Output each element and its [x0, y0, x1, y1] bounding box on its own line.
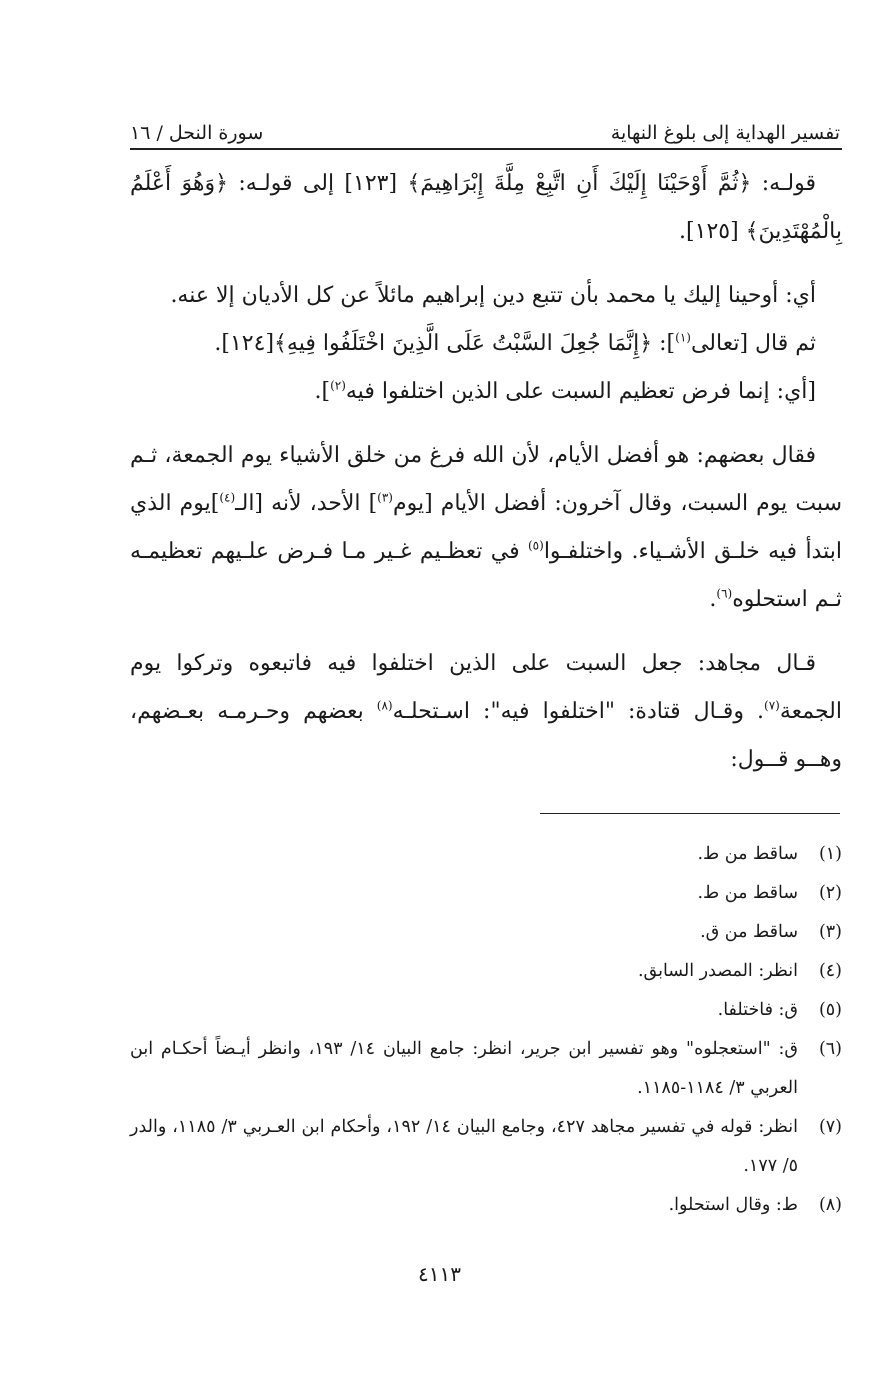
- footnote-number: (٥): [818, 1000, 842, 1020]
- footnote-ref[interactable]: (١): [675, 330, 691, 345]
- paragraph-text: قولـه: ﴿ثُمَّ أَوْحَيْنَا إِلَيْكَ أَنِ اتَّبِعْ مِلَّةَ إِبْرَاهِيمَ﴾ [١٢٣] إلى قولـه: ﴿وَهُوَ أَعْلَمُ بِالْمُهْتَدِينَ﴾ [١٢٥].: [130, 171, 842, 244]
- footnote-rule: [540, 813, 840, 814]
- footnote-text: ساقط من ط.: [697, 883, 798, 903]
- paragraph-verse-124: [130, 320, 842, 368]
- surah-info: سورة النحل / ١٦: [130, 122, 264, 144]
- footnote-text: ق: "استعجلوه" وهو تفسير ابن جرير، انظر: جامع البيان ١٤/ ١٩٣، وانظر أيـضاً أحكـام ابن العربي ٣/ ١١٨٤-١١٨٥.: [130, 1039, 799, 1098]
- footnote-ref[interactable]: (٧): [764, 698, 780, 713]
- paragraph-text: أي: أوحينا إليك يا محمد بأن تتبع دين إبراهيم مائلاً عن كل الأديان إلا عنه.: [170, 283, 816, 308]
- footnote-number: (٢): [818, 883, 842, 903]
- paragraph-text: ]: ﴿إِنَّمَا جُعِلَ السَّبْتُ عَلَى الَّذِينَ اخْتَلَفُوا فِيهِ﴾[١٢٤].: [214, 331, 676, 356]
- footnote-number: (٧): [818, 1117, 842, 1137]
- paragraph-text: . وقـال قتادة: "اختلفوا فيه": اسـتحلـه: [392, 699, 765, 724]
- footnote-text: ساقط من ق.: [700, 922, 798, 942]
- paragraph-text: ] الأحد، لأنه [الـ: [235, 491, 378, 516]
- footnote-text: انظر: المصدر السابق.: [637, 961, 798, 981]
- paragraph-text: فقال بعضهم: هو أفضل الأيام، لأن الله فرغ من خلق الأشياء يوم الجمعة، ثـم سبت يوم السبت، وقال آخرون: أفضل الأيام [يوم: [130, 443, 842, 516]
- footnote: [130, 835, 842, 874]
- page-number: ٤١١٣: [418, 1262, 461, 1286]
- footnote-number: (٦): [818, 1039, 842, 1059]
- footnote-number: (١): [818, 844, 842, 864]
- paragraph-text: قـال مجاهد: جعل السبت على الذين اختلفوا فيه فاتبعوه وتركوا يوم الجمعة: [130, 651, 842, 724]
- paragraph-mujahid: [130, 640, 842, 784]
- paragraph-text: ].: [314, 379, 331, 404]
- running-header: [130, 104, 840, 144]
- paragraph-text: في تعظـيم غـير مـا فـرض علـيهم تعظيمـه ثـم استحلوه: [130, 539, 842, 612]
- footnote-text: ق: فاختلفا.: [717, 1000, 798, 1020]
- paragraph-text: ]يوم الذي ابتدأ فيه خلـق الأشـياء. واختلفـوا: [130, 491, 842, 564]
- footnote-ref[interactable]: (٥): [527, 538, 544, 553]
- footnote-ref[interactable]: (٦): [716, 586, 733, 601]
- footnote-text: ط: وقال استحلوا.: [668, 1195, 798, 1215]
- footnote: [130, 874, 842, 913]
- footnote: [130, 1108, 842, 1186]
- paragraph-verse-quote: [130, 160, 842, 256]
- footnote-number: (٨): [818, 1195, 842, 1215]
- footnote-number: (٣): [818, 922, 842, 942]
- paragraph-text: بعضهم وحـرمـه بعـضهم، وهــو قــول:: [130, 699, 842, 772]
- footnote-ref[interactable]: (٣): [377, 490, 393, 505]
- footnote-number: (٤): [818, 961, 842, 981]
- footnote: [130, 952, 842, 991]
- paragraph-text: .: [709, 587, 717, 612]
- main-text: [130, 160, 842, 784]
- footnote: [130, 913, 842, 952]
- paragraph-days: [130, 432, 842, 624]
- footnote-ref[interactable]: (٨): [376, 698, 393, 713]
- paragraph-text: [أي: إنما فرض تعظيم السبت على الذين اختلفوا فيه: [345, 379, 816, 404]
- paragraph-explanation: [130, 272, 842, 320]
- book-title: تفسير الهداية إلى بلوغ النهاية: [610, 122, 840, 144]
- footnote-text: انظر: قوله في تفسير مجاهد ٤٢٧، وجامع البيان ١٤/ ١٩٢، وأحكام ابن العـربي ٣/ ١١٨٥، والدر ٥/ ١٧٧.: [130, 1117, 798, 1176]
- footnote-text: ساقط من ط.: [697, 844, 798, 864]
- header-rule: [130, 148, 842, 150]
- footnote: [130, 991, 842, 1030]
- paragraph-sabbath: [130, 368, 842, 416]
- footnote: [130, 1186, 842, 1225]
- paragraph-text: ثم قال [تعالى: [690, 331, 816, 356]
- footnote-ref[interactable]: (٤): [219, 490, 236, 505]
- footnote-ref[interactable]: (٢): [330, 378, 346, 393]
- footnote: [130, 1030, 842, 1108]
- footnotes: [130, 835, 842, 1225]
